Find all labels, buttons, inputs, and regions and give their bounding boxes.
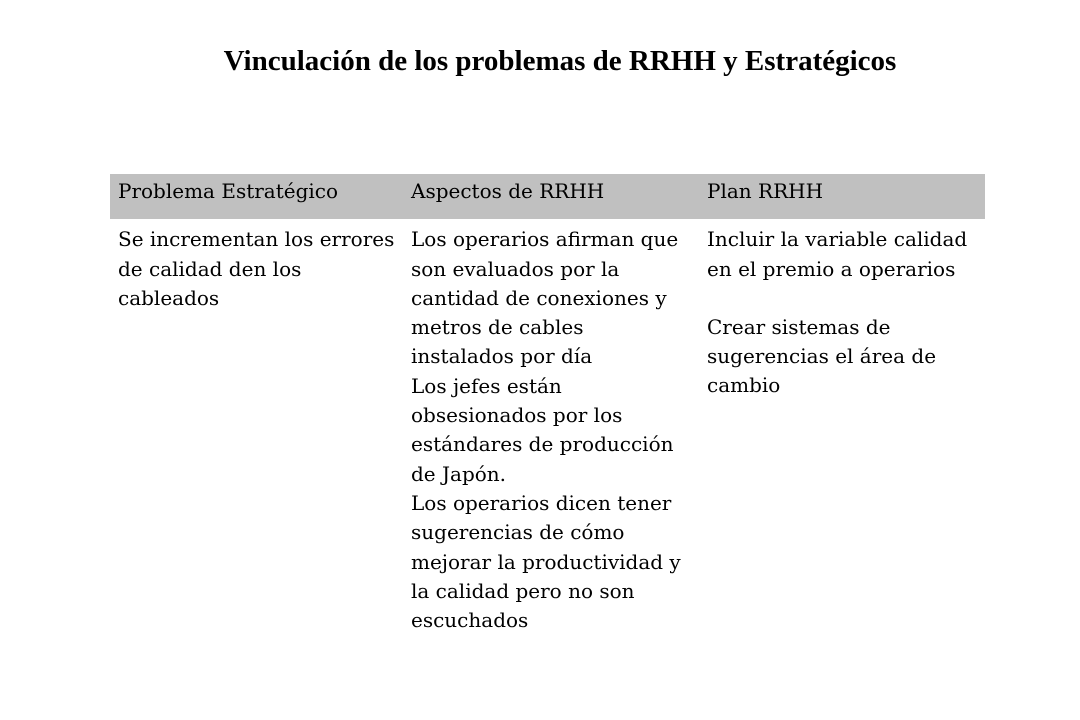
plan-item: Incluir la variable calidad en el premio a operarios	[707, 227, 968, 281]
rrhh-strategy-table	[110, 174, 985, 635]
aspect-item: Los jefes están obsesionados por los estándares de producción de Japón.	[411, 373, 674, 486]
table-header-row	[110, 174, 985, 219]
plan-item: Crear sistemas de sugerencias el área de cambio	[707, 314, 937, 398]
header-aspectos-rrhh: Aspectos de RRHH	[411, 179, 605, 203]
cell-aspectos	[403, 219, 699, 635]
table-row	[110, 219, 985, 635]
header-plan-rrhh: Plan RRHH	[707, 179, 824, 203]
cell-problema	[110, 219, 403, 635]
problem-text: Se incrementan los errores de calidad den los cableados	[118, 227, 395, 310]
aspect-item: Los operarios dicen tener sugerencias de cómo mejorar la productividad y la calidad pero no son escuchados	[411, 490, 681, 633]
header-problema-estrategico: Problema Estratégico	[118, 179, 339, 203]
cell-plan	[699, 219, 985, 635]
slide-title: Vinculación de los problemas de RRHH y Estratégicos	[223, 45, 897, 77]
aspect-item: Los operarios afirman que son evaluados por la cantidad de conexiones y metros de cables instalados por día	[411, 227, 679, 369]
